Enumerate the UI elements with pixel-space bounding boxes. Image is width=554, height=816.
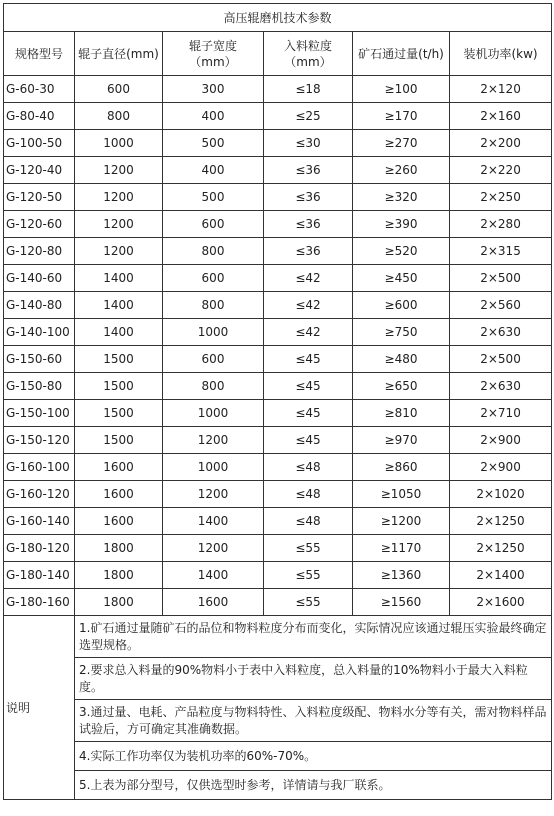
cell-throughput: ≥100 (353, 76, 450, 103)
notes-label: 说明 (4, 616, 75, 800)
table-row (4, 76, 552, 103)
cell-width: 1200 (163, 427, 264, 454)
cell-diameter: 1800 (75, 562, 163, 589)
table-row (4, 346, 552, 373)
cell-feed-size: ≤25 (264, 103, 353, 130)
cell-feed-size: ≤36 (264, 238, 353, 265)
cell-power: 2×1250 (450, 535, 552, 562)
cell-throughput: ≥1560 (353, 589, 450, 616)
cell-feed-size: ≤55 (264, 535, 353, 562)
cell-diameter: 1600 (75, 454, 163, 481)
cell-model: G-160-100 (4, 454, 75, 481)
cell-model: G-150-120 (4, 427, 75, 454)
cell-feed-size: ≤36 (264, 157, 353, 184)
cell-power: 2×280 (450, 211, 552, 238)
cell-width: 500 (163, 130, 264, 157)
cell-model: G-100-50 (4, 130, 75, 157)
cell-feed-size: ≤45 (264, 400, 353, 427)
cell-diameter: 1200 (75, 184, 163, 211)
cell-feed-size: ≤48 (264, 481, 353, 508)
spec-table (3, 3, 552, 800)
note-row (4, 658, 552, 700)
cell-feed-size: ≤55 (264, 562, 353, 589)
header-text: 矿石通过量(t/h) (358, 46, 444, 61)
cell-width: 1000 (163, 400, 264, 427)
cell-width: 500 (163, 184, 264, 211)
cell-model: G-160-120 (4, 481, 75, 508)
cell-feed-size: ≤45 (264, 427, 353, 454)
cell-feed-size: ≤48 (264, 454, 353, 481)
table-row (4, 427, 552, 454)
cell-feed-size: ≤30 (264, 130, 353, 157)
cell-model: G-180-120 (4, 535, 75, 562)
cell-model: G-80-40 (4, 103, 75, 130)
note-row (4, 616, 552, 658)
cell-power: 2×1600 (450, 589, 552, 616)
cell-throughput: ≥860 (353, 454, 450, 481)
cell-model: G-120-60 (4, 211, 75, 238)
cell-feed-size: ≤48 (264, 508, 353, 535)
table-row (4, 589, 552, 616)
cell-throughput: ≥390 (353, 211, 450, 238)
cell-diameter: 1800 (75, 589, 163, 616)
header-text: 装机功率(kw) (463, 46, 538, 61)
cell-throughput: ≥1360 (353, 562, 450, 589)
cell-width: 300 (163, 76, 264, 103)
header-feed-size (264, 32, 353, 76)
cell-width: 800 (163, 373, 264, 400)
cell-width: 1000 (163, 319, 264, 346)
cell-model: G-120-80 (4, 238, 75, 265)
cell-width: 1000 (163, 454, 264, 481)
cell-feed-size: ≤42 (264, 319, 353, 346)
cell-model: G-120-40 (4, 157, 75, 184)
cell-width: 1200 (163, 535, 264, 562)
cell-throughput: ≥650 (353, 373, 450, 400)
table-row (4, 157, 552, 184)
header-text: 辊子宽度 (188, 38, 237, 53)
cell-model: G-120-50 (4, 184, 75, 211)
cell-width: 1200 (163, 481, 264, 508)
cell-feed-size: ≤36 (264, 211, 353, 238)
cell-feed-size: ≤18 (264, 76, 353, 103)
cell-width: 800 (163, 238, 264, 265)
cell-diameter: 1500 (75, 346, 163, 373)
table-row (4, 373, 552, 400)
cell-diameter: 1400 (75, 292, 163, 319)
cell-model: G-150-80 (4, 373, 75, 400)
table-row (4, 535, 552, 562)
cell-feed-size: ≤45 (264, 346, 353, 373)
cell-throughput: ≥260 (353, 157, 450, 184)
cell-power: 2×900 (450, 427, 552, 454)
cell-diameter: 1600 (75, 508, 163, 535)
cell-power: 2×630 (450, 373, 552, 400)
header-roller-width (163, 32, 264, 76)
cell-width: 600 (163, 211, 264, 238)
cell-power: 2×500 (450, 265, 552, 292)
cell-diameter: 1000 (75, 130, 163, 157)
cell-throughput: ≥970 (353, 427, 450, 454)
cell-throughput: ≥270 (353, 130, 450, 157)
table-row (4, 130, 552, 157)
header-text: 规格型号 (14, 46, 63, 61)
header-text: （mm） (189, 54, 237, 69)
cell-feed-size: ≤45 (264, 373, 353, 400)
table-row (4, 184, 552, 211)
cell-power: 2×250 (450, 184, 552, 211)
cell-model: G-140-100 (4, 319, 75, 346)
cell-throughput: ≥450 (353, 265, 450, 292)
cell-width: 1400 (163, 508, 264, 535)
cell-width: 400 (163, 103, 264, 130)
cell-power: 2×315 (450, 238, 552, 265)
cell-power: 2×1020 (450, 481, 552, 508)
cell-power: 2×630 (450, 319, 552, 346)
cell-diameter: 600 (75, 76, 163, 103)
cell-model: G-180-160 (4, 589, 75, 616)
cell-power: 2×560 (450, 292, 552, 319)
note-text: 4.实际工作功率仅为装机功率的60%-70%。 (75, 742, 552, 771)
cell-width: 600 (163, 265, 264, 292)
note-text: 1.矿石通过量随矿石的品位和物料粒度分布而变化，实际情况应该通过辊压实验最终确定选型规格。 (75, 616, 552, 658)
cell-feed-size: ≤42 (264, 265, 353, 292)
cell-model: G-140-60 (4, 265, 75, 292)
cell-model: G-150-100 (4, 400, 75, 427)
table-row (4, 103, 552, 130)
cell-diameter: 1500 (75, 373, 163, 400)
cell-power: 2×1250 (450, 508, 552, 535)
table-row (4, 562, 552, 589)
cell-model: G-160-140 (4, 508, 75, 535)
header-roller-diameter (75, 32, 163, 76)
cell-diameter: 1800 (75, 535, 163, 562)
header-model (4, 32, 75, 76)
cell-width: 600 (163, 346, 264, 373)
cell-throughput: ≥1170 (353, 535, 450, 562)
cell-diameter: 1400 (75, 265, 163, 292)
cell-feed-size: ≤36 (264, 184, 353, 211)
cell-diameter: 1200 (75, 238, 163, 265)
cell-width: 400 (163, 157, 264, 184)
cell-width: 1600 (163, 589, 264, 616)
table-row (4, 400, 552, 427)
cell-throughput: ≥320 (353, 184, 450, 211)
table-row (4, 508, 552, 535)
note-text: 3.通过量、电耗、产品粒度与物料特性、入料粒度级配、物料水分等有关，需对物料样品试验后，方可确定其准确数据。 (75, 700, 552, 742)
cell-power: 2×160 (450, 103, 552, 130)
note-row (4, 742, 552, 771)
header-text: （mm） (284, 54, 332, 69)
cell-feed-size: ≤55 (264, 589, 353, 616)
note-row (4, 700, 552, 742)
cell-throughput: ≥480 (353, 346, 450, 373)
header-power (450, 32, 552, 76)
table-row (4, 211, 552, 238)
cell-model: G-180-140 (4, 562, 75, 589)
cell-power: 2×200 (450, 130, 552, 157)
cell-diameter: 1200 (75, 211, 163, 238)
cell-model: G-150-60 (4, 346, 75, 373)
cell-power: 2×900 (450, 454, 552, 481)
note-text: 5.上表为部分型号，仅供选型时参考，详情请与我厂联系。 (75, 771, 552, 800)
header-throughput (353, 32, 450, 76)
cell-throughput: ≥750 (353, 319, 450, 346)
table-row (4, 454, 552, 481)
cell-throughput: ≥170 (353, 103, 450, 130)
table-row (4, 481, 552, 508)
cell-model: G-60-30 (4, 76, 75, 103)
cell-power: 2×220 (450, 157, 552, 184)
cell-width: 800 (163, 292, 264, 319)
cell-diameter: 1500 (75, 400, 163, 427)
cell-diameter: 1600 (75, 481, 163, 508)
cell-throughput: ≥810 (353, 400, 450, 427)
cell-model: G-140-80 (4, 292, 75, 319)
cell-diameter: 1200 (75, 157, 163, 184)
note-text: 2.要求总入料量的90%物料小于表中入料粒度，总入料量的10%物料小于最大入料粒度。 (75, 658, 552, 700)
table-title: 高压辊磨机技术参数 (4, 4, 552, 32)
cell-width: 1400 (163, 562, 264, 589)
table-row (4, 292, 552, 319)
cell-power: 2×1400 (450, 562, 552, 589)
cell-power: 2×500 (450, 346, 552, 373)
cell-feed-size: ≤42 (264, 292, 353, 319)
header-text: 辊子直径(mm) (78, 46, 159, 61)
cell-diameter: 1400 (75, 319, 163, 346)
cell-throughput: ≥520 (353, 238, 450, 265)
note-row (4, 771, 552, 800)
cell-throughput: ≥1200 (353, 508, 450, 535)
cell-throughput: ≥1050 (353, 481, 450, 508)
table-row (4, 238, 552, 265)
header-text: 入料粒度 (283, 38, 332, 53)
cell-power: 2×710 (450, 400, 552, 427)
cell-diameter: 1500 (75, 427, 163, 454)
table-row (4, 265, 552, 292)
cell-throughput: ≥600 (353, 292, 450, 319)
header-row (4, 32, 552, 76)
cell-diameter: 800 (75, 103, 163, 130)
cell-power: 2×120 (450, 76, 552, 103)
table-row (4, 319, 552, 346)
